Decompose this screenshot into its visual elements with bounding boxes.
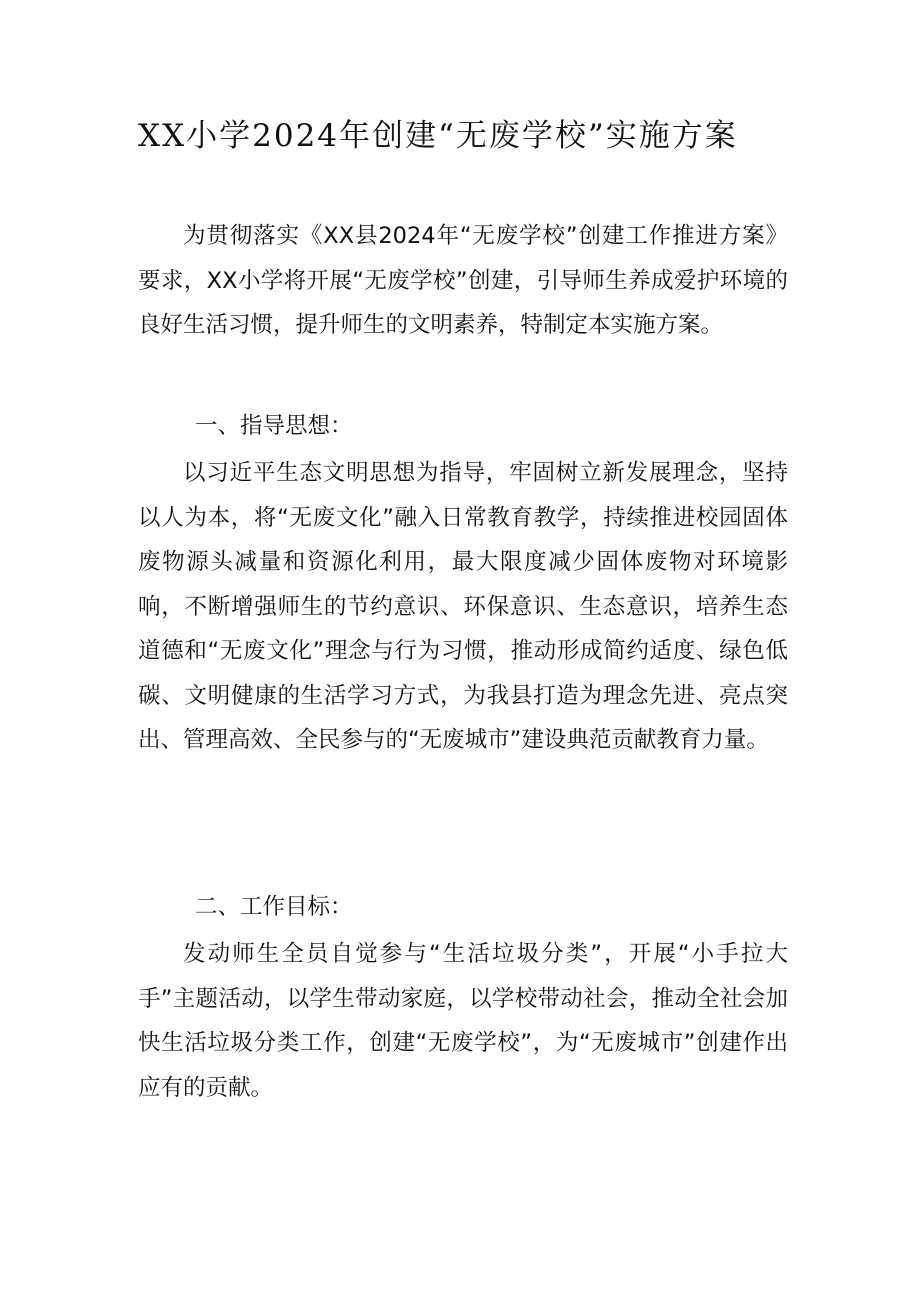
- section-body-work-goals: 发动师生全员自觉参与“生活垃圾分类”，开展“小手拉大手”主题活动，以学生带动家庭，以学校带动社会，推动全社会加快生活垃圾分类工作，创建“无废学校”，为“无废城市”创建作出应有的贡献。: [138, 941, 788, 1101]
- section-heading-work-goals: 二、工作目标：: [195, 894, 353, 920]
- section-heading-guiding-ideology: 一、指导思想：: [195, 413, 353, 439]
- section-body-guiding-ideology: 以习近平生态文明思想为指导，牢固树立新发展理念，坚持以人为本，将“无废文化”融入日常教育教学，持续推进校园固体废物源头减量和资源化利用，最大限度减少固体废物对环境影响，不断增强师生的节约意识、环保意识、生态意识，培养生态道德和“无废文化”理念与行为习惯，推动形成简约适度、绿色低碳、文明健康的生活学习方式，为我县打造为理念先进、亮点突出、管理高效、全民参与的“无废城市”建设典范贡献教育力量。: [138, 460, 788, 753]
- document-title: XX小学2024年创建“无废学校”实施方案: [138, 118, 738, 154]
- intro-paragraph: 为贯彻落实《XX县2024年“无废学校”创建工作推进方案》要求，XX小学将开展“无废学校”创建，引导师生养成爱护环境的良好生活习惯，提升师生的文明素养，特制定本实施方案。: [138, 223, 788, 338]
